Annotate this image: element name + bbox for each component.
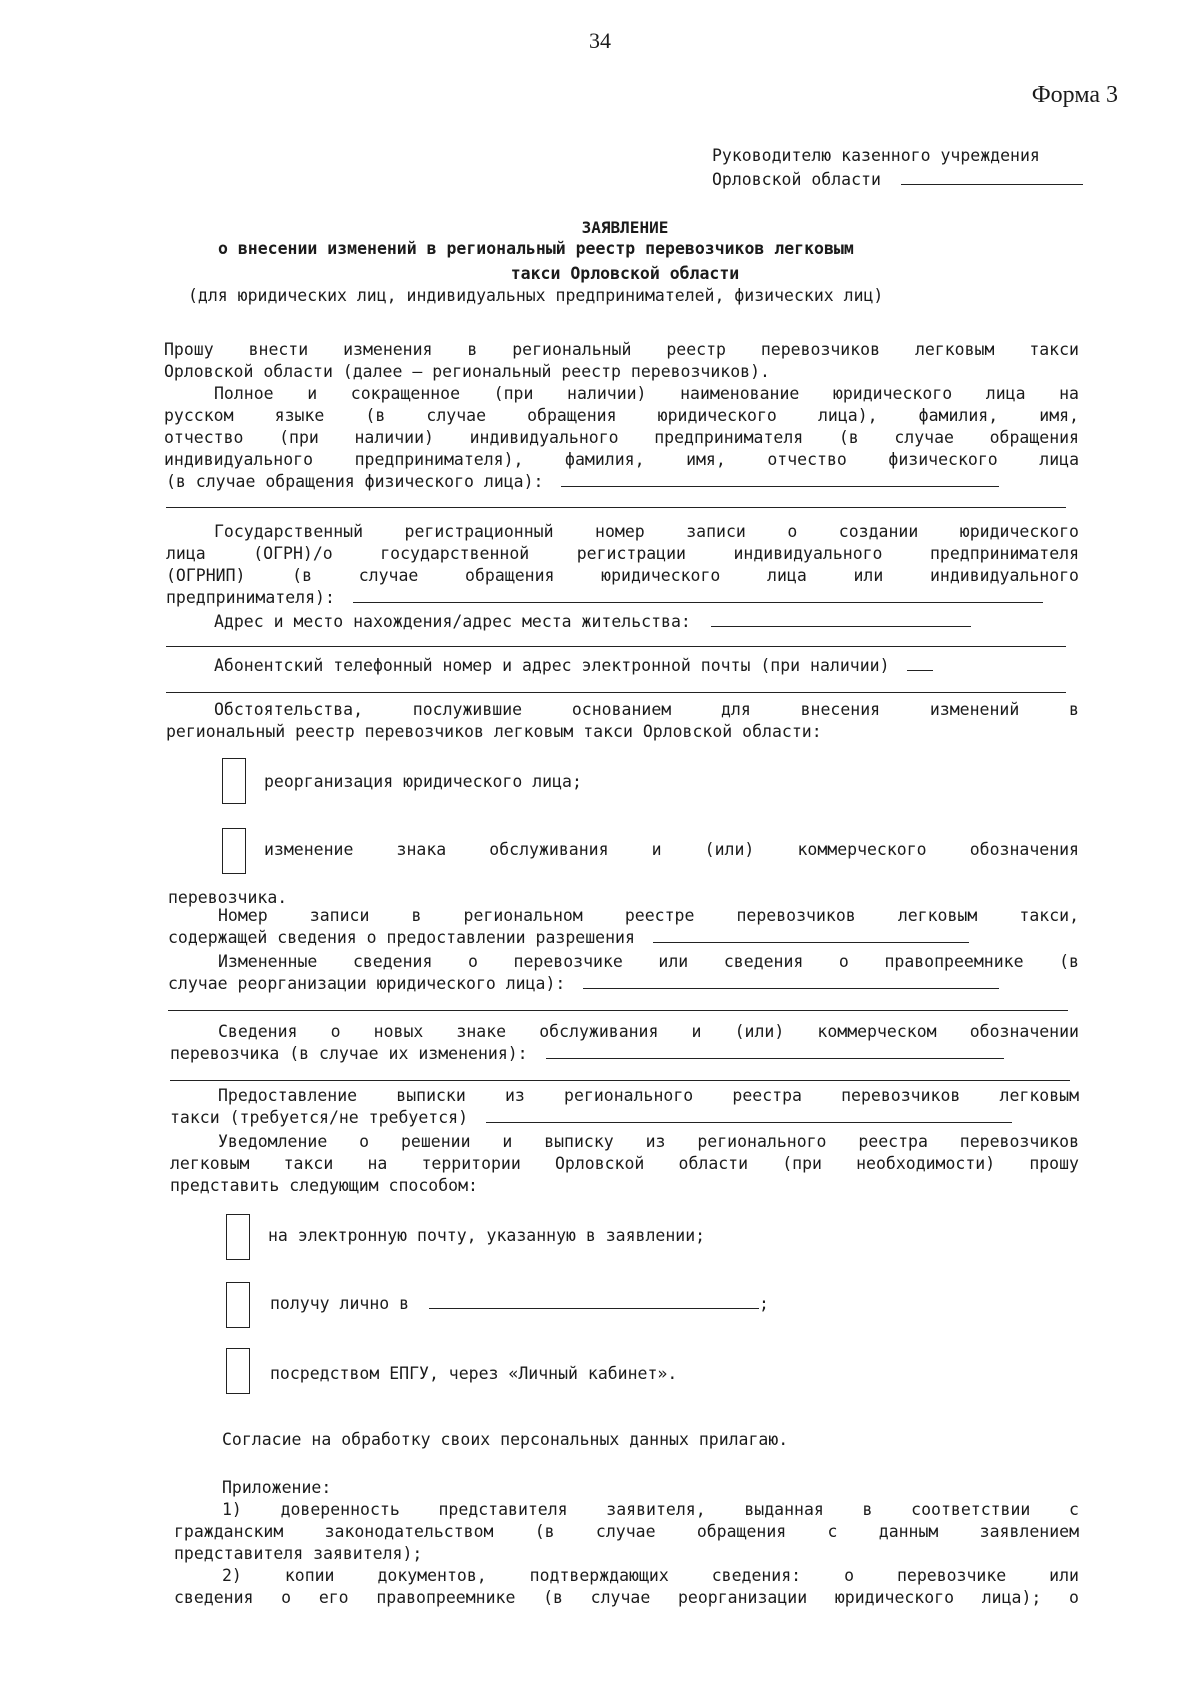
sign-change-checkbox[interactable] (222, 828, 246, 874)
phone-blank[interactable] (907, 656, 933, 671)
addressee-line-2: Орловской области (712, 170, 1083, 189)
addressee-line-1: Руководителю казенного учреждения (712, 146, 1040, 165)
attachment-1-line-3: представителя заявителя); (174, 1544, 423, 1563)
email-delivery-checkbox[interactable] (226, 1214, 250, 1260)
new-sign-blank-2[interactable] (170, 1080, 1070, 1081)
extract-line-1: Предоставление выписки из регионального реестра перевозчиков легковым (218, 1086, 1079, 1105)
notification-line-2: легковым такси на территории Орловской области (при необходимости) прошу (170, 1154, 1079, 1173)
changed-info-line-2: случае реорганизации юридического лица): (168, 974, 999, 993)
record-number-line-1: Номер записи в региональном реестре перевозчиков легковым такси, (218, 906, 1079, 925)
attachment-2-line-2: сведения о его правопреемнике (в случае реорганизации юридического лица); о (174, 1588, 1079, 1607)
attachment-1-line-1: 1) доверенность представителя заявителя, выданная в соответствии с (222, 1500, 1079, 1519)
document-heading: ЗАЯВЛЕНИЕ (581, 218, 669, 237)
name-field-blank[interactable] (561, 472, 999, 487)
name-field-line-2: русском языке (в случае обращения юридического лица), фамилия, имя, (164, 406, 1079, 425)
new-sign-blank[interactable] (546, 1044, 1004, 1059)
email-delivery-label: на электронную почту, указанную в заявлении; (268, 1226, 706, 1245)
notification-line-1: Уведомление о решении и выписку из регионального реестра перевозчиков (218, 1132, 1079, 1151)
ogrn-blank[interactable] (353, 588, 1043, 603)
intro-line-1: Прошу внести изменения в региональный реестр перевозчиков легковым такси (164, 340, 1079, 359)
address-label: Адрес и место нахождения/адрес места жительства: (214, 612, 971, 631)
changed-info-blank-2[interactable] (168, 1010, 1068, 1011)
ogrn-line-2: лица (ОГРН)/о государственной регистрации индивидуального предпринимателя (166, 544, 1079, 563)
ogrn-line-3: (ОГРНИП) (в случае обращения юридического лица или индивидуального (166, 566, 1079, 585)
circumstances-line-1: Обстоятельства, послужившие основанием для внесения изменений в (214, 700, 1079, 719)
attachment-2-line-1: 2) копии документов, подтверждающих сведения: о перевозчике или (222, 1566, 1079, 1585)
document-title-line-1: о внесении изменений в региональный реестр перевозчиков легковым (218, 239, 854, 258)
extract-line-2: такси (требуется/не требуется) (170, 1108, 1012, 1127)
phone-label: Абонентский телефонный номер и адрес электронной почты (при наличии) (214, 656, 933, 675)
changed-info-blank[interactable] (583, 974, 999, 989)
name-field-line-4: индивидуального предпринимателя), фамилия, имя, отчество физического лица (164, 450, 1079, 469)
name-field-line-1: Полное и сокращенное (при наличии) наименование юридического лица на (214, 384, 1079, 403)
document-title-line-2: такси Орловской области (510, 264, 740, 283)
document-subtitle: (для юридических лиц, индивидуальных предпринимателей, физических лиц) (188, 286, 884, 305)
consent-text: Согласие на обработку своих персональных данных прилагаю. (222, 1430, 789, 1449)
reorg-option-label: реорганизация юридического лица; (264, 772, 582, 791)
reorg-checkbox[interactable] (222, 758, 246, 804)
new-sign-line-1: Сведения о новых знаке обслуживания и (или) коммерческом обозначении (218, 1022, 1079, 1041)
ogrn-line-1: Государственный регистрационный номер записи о создании юридического (214, 522, 1079, 541)
attachment-1-line-2: гражданским законодательством (в случае обращения с данным заявлением (174, 1522, 1079, 1541)
name-field-line-3: отчество (при наличии) индивидуального предпринимателя (в случае обращения (164, 428, 1079, 447)
circumstances-line-2: региональный реестр перевозчиков легковым такси Орловской области: (166, 722, 822, 741)
changed-info-line-1: Измененные сведения о перевозчике или сведения о правопреемнике (в (218, 952, 1079, 971)
ogrn-line-4: предпринимателя): (166, 588, 1043, 607)
record-number-line-2: содержащей сведения о предоставлении разрешения (168, 928, 969, 947)
form-label: Форма 3 (1031, 82, 1118, 108)
record-number-blank[interactable] (653, 928, 969, 943)
address-blank-2[interactable] (166, 646, 1066, 647)
phone-blank-2[interactable] (166, 692, 1066, 693)
notification-line-3: представить следующим способом: (170, 1176, 478, 1195)
in-person-delivery-checkbox[interactable] (226, 1282, 250, 1328)
epgu-delivery-checkbox[interactable] (226, 1348, 250, 1394)
attachments-heading: Приложение: (222, 1478, 332, 1497)
new-sign-line-2: перевозчика (в случае их изменения): (170, 1044, 1004, 1063)
extract-blank[interactable] (486, 1108, 1012, 1123)
sign-change-option-label: изменение знака обслуживания и (или) коммерческого обозначения (264, 840, 1079, 859)
in-person-location-blank[interactable] (429, 1294, 759, 1309)
institution-blank[interactable] (901, 170, 1083, 185)
in-person-delivery-label: получу лично в ; (270, 1294, 769, 1313)
sign-change-option-cont: перевозчика. (168, 888, 288, 907)
name-field-line-5: (в случае обращения физического лица): (166, 472, 999, 491)
name-field-blank-2[interactable] (166, 507, 1066, 508)
intro-line-2: Орловской области (далее – региональный реестр перевозчиков). (164, 362, 770, 381)
page-number: 34 (589, 28, 611, 53)
epgu-delivery-label: посредством ЕПГУ, через «Личный кабинет». (270, 1364, 678, 1383)
address-blank[interactable] (711, 612, 971, 627)
